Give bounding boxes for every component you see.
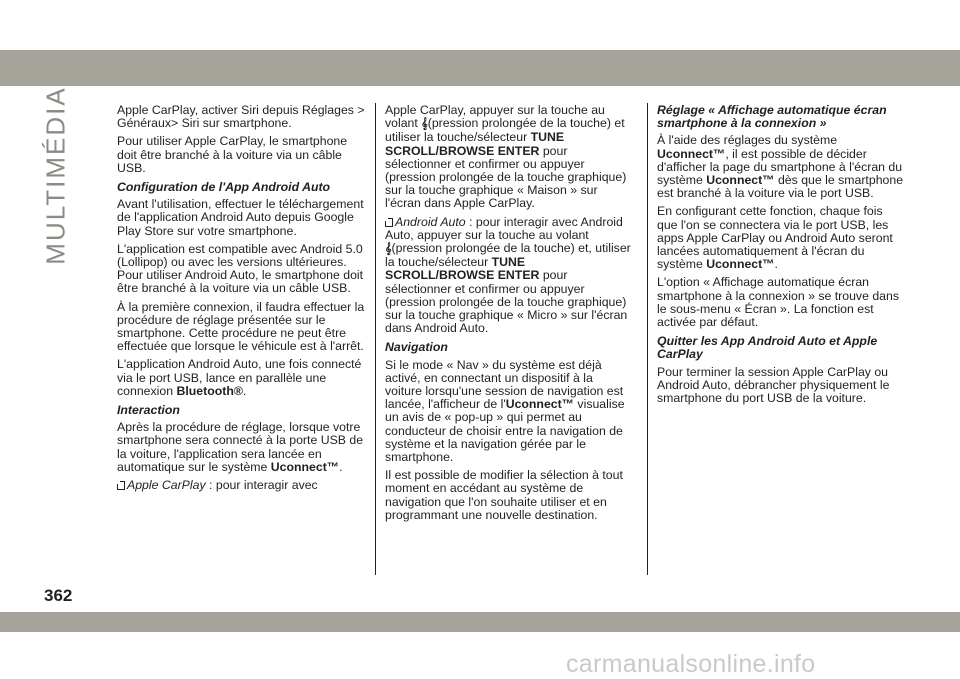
top-margin — [0, 0, 960, 51]
subheading-quit-apps: Quitter les App Android Auto et Apple CarPlay — [657, 334, 878, 362]
text: Apple CarPlay, appuyer sur la touche au volant — [385, 103, 605, 131]
paragraph — [117, 421, 365, 474]
text: Si le mode « Nav » du système est déjà activé, en connectant un dispositif à la voiture lorsqu'une session de navigation est lancée, l'afficheur de l' — [385, 357, 624, 412]
paragraph: Apple CarPlay, activer Siri depuis Réglages > Généraux> Siri sur smartphone. — [117, 103, 365, 131]
paragraph: L'option « Affichage automatique écran smartphone à la connexion » se trouve dans le sous-menu « Écran ». La fonction est activée par défaut. — [657, 275, 899, 330]
subheading-navigation: Navigation — [385, 340, 448, 355]
text: Après la procédure de réglage, lorsque votre smartphone sera connecté à la porte USB de la voiture, l'application sera lancée en automatique sur le système — [117, 420, 364, 474]
voice-command-icon: 𝄞︎ — [385, 243, 392, 256]
text: pour sélectionner et confirmer ou appuyer (pression prolongée de la touche graphique) sur la touche graphique « Maison » sur l'écran dans Apple CarPlay. — [385, 143, 627, 211]
column-divider-1 — [375, 103, 376, 575]
text: En configurant cette fonction, chaque fois que l'on se connectera via le port USB, les apps Apple CarPlay ou Android Auto seront lancées automatiquement à l'écran du système — [657, 204, 893, 272]
voice-command-icon: 𝄞︎ — [421, 118, 428, 131]
paragraph — [385, 104, 633, 211]
text: L'application Android Auto, une fois connecté via le port USB, lance en parallèle une connexion — [117, 357, 362, 398]
text: À l'aide des réglages du système — [657, 133, 838, 148]
uconnect-term: Uconnect™ — [706, 257, 775, 272]
column-3 — [657, 104, 905, 410]
uconnect-term: Uconnect™ — [505, 397, 575, 412]
header-stripe — [0, 50, 960, 86]
subheading-auto-display: Réglage « Affichage automatique écran smartphone à la connexion » — [657, 103, 887, 131]
paragraph — [385, 359, 633, 465]
footer-stripe — [0, 612, 960, 632]
uconnect-term: Uconnect™ — [270, 459, 340, 474]
text: : pour interagir avec Android Auto, appuyer sur la touche au volant — [385, 214, 623, 242]
page-number: 362 — [44, 586, 73, 605]
column-divider-2 — [647, 103, 648, 575]
paragraph: L'application est compatible avec Android 5.0 (Lollipop) ou avec les versions ultérieures. Pour utiliser Android Auto, le smartphone doit être branché à la voiture via un câble USB. — [117, 241, 364, 296]
bullet-square-icon — [385, 218, 393, 227]
tune-scroll-term: TUNE SCROLL/BROWSE ENTER — [385, 255, 540, 283]
text: . — [242, 383, 247, 398]
text: (pression prolongée de la touche) et utiliser la touche/sélecteur — [385, 116, 625, 145]
android-auto-term: Android Auto — [395, 214, 466, 229]
paragraph — [657, 134, 905, 200]
paragraph: Pour terminer la session Apple CarPlay ou Android Auto, débrancher physiquement le smartphone du port USB de la voiture. — [657, 364, 890, 406]
text: dès que le smartphone est branché à la voiture via le port USB. — [657, 173, 904, 201]
column-2 — [385, 104, 633, 527]
subheading-interaction: Interaction — [117, 403, 180, 418]
subheading-android-auto-config: Configuration de l'App Android Auto — [117, 180, 331, 195]
uconnect-term: Uconnect™ — [706, 173, 775, 188]
text: , il est possible de décider d'afficher la page du smartphone à l'écran du système — [657, 146, 903, 188]
paragraph — [385, 216, 633, 336]
bullet-square-icon — [117, 481, 125, 490]
apple-carplay-term: Apple CarPlay — [127, 478, 206, 493]
text: . — [339, 459, 343, 474]
paragraph: À la première connexion, il faudra effectuer la procédure de réglage présentée sur le smartphone. Cette procédure ne peut être effectuée que lorsque le véhicule est à l'arrêt. — [117, 299, 365, 354]
bluetooth-term: Bluetooth® — [176, 383, 243, 398]
text: : pour interagir avec — [205, 478, 318, 493]
paragraph: Il est possible de modifier la sélection à tout moment en accédant au système de navigation que l'on souhaite utiliser et en programmant une nouvelle destination. — [385, 468, 623, 522]
section-label — [28, 85, 84, 265]
text: visualise un avis de « pop-up » qui permet au conducteur de choisir entre la navigation de système et la navigation gérée par le smartphone. — [385, 397, 625, 465]
paragraph: Avant l'utilisation, effectuer le téléchargement de l'application Android Auto depuis Google Play Store sur votre smartphone. — [117, 197, 364, 238]
paragraph — [117, 479, 365, 492]
paragraph — [117, 358, 365, 398]
text: . — [774, 257, 778, 272]
paragraph: Pour utiliser Apple CarPlay, le smartphone doit être branché à la voiture via un câble USB. — [117, 134, 348, 175]
column-1 — [117, 104, 365, 497]
text: (pression prolongée de la touche) et, utiliser la touche/sélecteur — [385, 241, 631, 270]
paragraph — [657, 205, 905, 271]
text: pour sélectionner et confirmer ou appuyer (pression prolongée de la touche graphique) sur la touche graphique « Micro » sur l'écran dans Android Auto. — [385, 268, 628, 336]
uconnect-term: Uconnect™ — [657, 146, 726, 161]
watermark: carmanualsonline.info — [566, 650, 816, 678]
tune-scroll-term: TUNE SCROLL/BROWSE ENTER — [385, 130, 565, 158]
section-label-text: MULTIMÉDIA — [40, 85, 71, 265]
